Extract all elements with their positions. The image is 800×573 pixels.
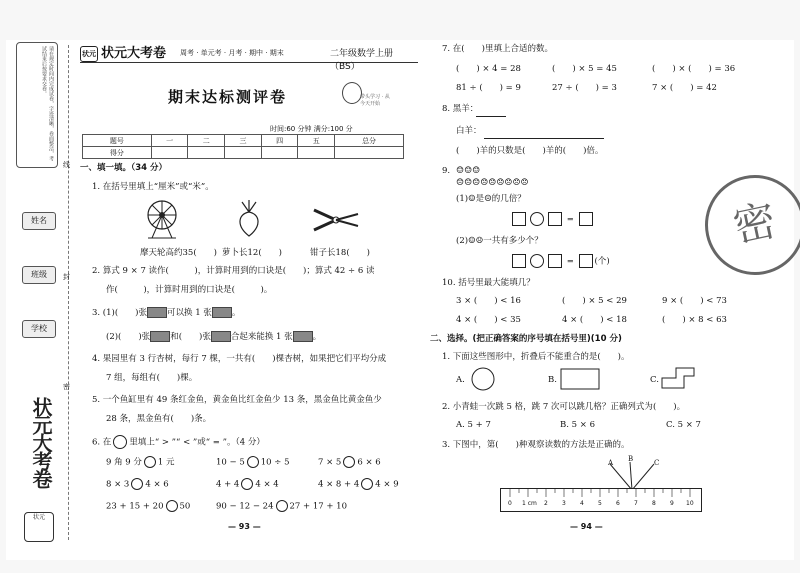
answer-box[interactable] bbox=[579, 254, 593, 268]
choice-3: 3. 下图中，第( )种观察读数的方法是正确的。 bbox=[442, 440, 630, 450]
score-header-cell: 一 bbox=[151, 135, 188, 147]
q10-item: ( ) × 8 < 63 bbox=[662, 315, 727, 325]
ruler-letter-c: C bbox=[654, 459, 660, 467]
question-10: 10. 括号里最大能填几？ bbox=[442, 278, 535, 288]
q3-text: (2)( )张 bbox=[106, 332, 151, 342]
binding-line bbox=[68, 45, 69, 540]
question-2-line2: 作( )，计算时用到的口诀是( )。 bbox=[106, 285, 273, 295]
choice-1: 1. 下面这些图形中，折叠后不能重合的是( )。 bbox=[442, 352, 630, 362]
ruler-number: 2 bbox=[544, 500, 548, 507]
q9-part2: (2)☺☹一共有多少个？ bbox=[456, 236, 543, 246]
compare-right: 4 × 6 bbox=[145, 479, 169, 490]
score-cell[interactable] bbox=[261, 147, 298, 159]
score-header-row bbox=[83, 135, 404, 147]
compare-blank[interactable] bbox=[166, 500, 178, 512]
name-box: 姓名 bbox=[22, 212, 56, 230]
choice-2: 2. 小青蛙一次跳 5 格，跳 7 次可以跳几格？正确列式为( )。 bbox=[442, 402, 686, 412]
ruler-number: 7 bbox=[634, 500, 638, 507]
ruler-number: 8 bbox=[652, 500, 656, 507]
q3-text: 合起来能换 1 张 bbox=[230, 332, 293, 342]
q3-text: 。 bbox=[231, 308, 241, 318]
q3-text: 3. (1)( )张 bbox=[92, 308, 147, 318]
page-number-right: — 94 — bbox=[570, 522, 603, 531]
compare-blank[interactable] bbox=[144, 456, 156, 468]
section-2-title: 二、选择。(把正确答案的序号填在括号里)(10 分) bbox=[430, 334, 622, 344]
compare-right: 10 ÷ 5 bbox=[260, 457, 290, 468]
question-4-line2: 7 组，每组有( )棵。 bbox=[106, 373, 198, 383]
compare-right: 27 + 17 + 10 bbox=[289, 501, 347, 512]
score-header-cell: 题号 bbox=[83, 135, 152, 147]
operator-circle[interactable] bbox=[530, 212, 544, 226]
answer-box[interactable] bbox=[512, 212, 526, 226]
answer-box[interactable] bbox=[548, 254, 562, 268]
circle-shape-icon bbox=[470, 366, 496, 392]
ferris-wheel-icon bbox=[142, 198, 182, 240]
ruler-number: 3 bbox=[562, 500, 566, 507]
score-cell[interactable] bbox=[225, 147, 262, 159]
page-number-left: — 93 — bbox=[228, 522, 261, 531]
stamp-text: 带头学习 · 从今天开始 bbox=[360, 94, 390, 107]
irregular-shape-icon bbox=[660, 366, 696, 390]
q8-answer-line: ( )羊的只数是( )羊的( )倍。 bbox=[456, 146, 604, 156]
q6-row bbox=[216, 478, 279, 491]
q1-item-radish: 萝卜长12( ) bbox=[222, 248, 282, 258]
ruler-number: 10 bbox=[686, 500, 694, 507]
ruler-number: 9 bbox=[670, 500, 674, 507]
compare-blank[interactable] bbox=[276, 500, 288, 512]
q7-item: ( ) × ( ) = 36 bbox=[652, 64, 736, 74]
q6-text: 6. 在 bbox=[92, 437, 112, 448]
compare-right: 4 × 9 bbox=[375, 479, 399, 490]
score-table bbox=[82, 134, 404, 159]
pliers-icon bbox=[310, 204, 362, 236]
q10-item: 4 × ( ) < 35 bbox=[456, 315, 521, 325]
paper-title: 期末达标测评卷 bbox=[168, 88, 288, 106]
answer-box[interactable] bbox=[579, 212, 593, 226]
q1-item-pliers: 钳子长18( ) bbox=[310, 248, 370, 258]
ruler-number: 6 bbox=[616, 500, 620, 507]
compare-blank[interactable] bbox=[241, 478, 253, 490]
question-1: 1. 在括号里填上“厘米”或“米”。 bbox=[92, 182, 214, 192]
frowny-icons: ☹☹☹☹☹☹☹☹☹ bbox=[456, 178, 529, 188]
q7-item: 81 ÷ ( ) = 9 bbox=[456, 83, 521, 93]
banknote-icon bbox=[293, 331, 313, 342]
compare-left: 8 × 3 bbox=[106, 479, 130, 490]
q6-row bbox=[106, 478, 169, 491]
compare-blank[interactable] bbox=[361, 478, 373, 490]
compare-left: 4 × 8 + 4 bbox=[318, 479, 360, 490]
exam-types: 周考 · 单元考 · 月考 · 期中 · 期末 bbox=[180, 49, 284, 57]
compare-right: 6 × 6 bbox=[357, 457, 381, 468]
question-7: 7. 在( )里填上合适的数。 bbox=[442, 44, 553, 54]
page-header bbox=[80, 42, 418, 72]
q8-white-label: 白羊： bbox=[456, 126, 482, 136]
q10-item: ( ) × 5 < 29 bbox=[562, 296, 627, 306]
compare-right: 4 × 4 bbox=[255, 479, 279, 490]
q10-item: 4 × ( ) < 18 bbox=[562, 315, 627, 325]
q6-row bbox=[106, 456, 175, 469]
question-5-line1: 5. 一个鱼缸里有 49 条红金鱼，黄金鱼比红金鱼少 13 条，黑金鱼比黄金鱼少 bbox=[92, 395, 382, 405]
school-box: 学校 bbox=[22, 320, 56, 338]
brand-name: 状元大考卷 bbox=[101, 46, 167, 61]
binding-strip bbox=[14, 42, 62, 542]
score-header-cell: 三 bbox=[225, 135, 262, 147]
score-cell[interactable] bbox=[335, 147, 404, 159]
mascot-icon bbox=[342, 82, 362, 104]
q9-equation-1: = bbox=[510, 212, 595, 226]
secret-watermark: 密 bbox=[696, 166, 800, 285]
compare-blank[interactable] bbox=[131, 478, 143, 490]
q9-equation-2: = (个) bbox=[510, 254, 610, 268]
compare-left: 9 角 9 分 bbox=[106, 457, 142, 468]
score-value-row bbox=[83, 147, 404, 159]
score-cell[interactable] bbox=[188, 147, 225, 159]
choice-2-opt-c: C. 5 × 7 bbox=[666, 420, 701, 430]
score-cell[interactable] bbox=[151, 147, 188, 159]
q6-row bbox=[216, 500, 347, 513]
choice-1-opt-b: B. bbox=[548, 375, 557, 385]
radish-icon bbox=[232, 200, 266, 238]
compare-left: 4 + 4 bbox=[216, 479, 240, 490]
choice-2-opt-a: A. 5 + 7 bbox=[456, 420, 491, 430]
q6-row bbox=[106, 500, 190, 513]
score-row-label: 得分 bbox=[83, 147, 152, 159]
score-header-cell: 四 bbox=[261, 135, 298, 147]
choice-1-opt-c: C. bbox=[650, 375, 659, 385]
smiley-icons: ☺☺☺ bbox=[456, 166, 481, 176]
q1-item-ferris: 摩天轮高约35( ) bbox=[140, 248, 217, 258]
choice-1-opt-a: A. bbox=[456, 375, 465, 385]
grade-label: 二年级数学上册（BS） bbox=[330, 49, 394, 72]
compare-blank[interactable] bbox=[247, 456, 259, 468]
rectangle-shape-icon bbox=[560, 368, 600, 390]
question-2-line1: 2. 算式 9 × 7 读作( )，计算时用到的口诀是( )；算式 42 ÷ 6 读 bbox=[92, 266, 375, 276]
ruler-letter-b: B bbox=[628, 455, 634, 463]
q3-text: 。 bbox=[312, 332, 322, 342]
compare-left: 7 × 5 bbox=[318, 457, 342, 468]
binding-label-secret: 密 bbox=[63, 383, 70, 391]
q6-row bbox=[216, 456, 290, 469]
compare-left: 90 − 12 − 24 bbox=[216, 501, 274, 512]
brand bbox=[80, 42, 166, 62]
q6-row bbox=[318, 478, 399, 491]
question-4-line1: 4. 果园里有 3 行杏树，每行 7 棵，一共有( )棵杏树，如果把它们平均分成 bbox=[92, 354, 387, 364]
q7-item: ( ) × 5 = 45 bbox=[552, 64, 617, 74]
ruler-number: 1 cm bbox=[522, 500, 537, 507]
score-header-cell: 二 bbox=[188, 135, 225, 147]
ruler-number: 4 bbox=[580, 500, 584, 507]
question-3-part1 bbox=[92, 307, 240, 319]
question-3-part2 bbox=[106, 331, 321, 343]
score-cell[interactable] bbox=[298, 147, 335, 159]
black-sheep-bar bbox=[476, 112, 506, 117]
compare-left: 10 − 5 bbox=[216, 457, 245, 468]
banknote-icon bbox=[212, 307, 232, 318]
q10-item: 9 × ( ) < 73 bbox=[662, 296, 727, 306]
binding-label-seal: 封 bbox=[63, 273, 70, 281]
q3-text: 可以换 1 张 bbox=[167, 308, 212, 318]
banknote-icon bbox=[150, 331, 170, 342]
q10-item: 3 × ( ) < 16 bbox=[456, 296, 521, 306]
compare-circle-icon bbox=[113, 435, 127, 449]
q7-item: ( ) × 4 = 28 bbox=[456, 64, 521, 74]
compare-right: 50 bbox=[179, 501, 191, 512]
choice-2-opt-b: B. 5 × 6 bbox=[560, 420, 595, 430]
compare-blank[interactable] bbox=[343, 456, 355, 468]
q9-unit: (个) bbox=[594, 256, 610, 267]
question-6 bbox=[92, 435, 265, 449]
compare-right: 1 元 bbox=[157, 457, 175, 468]
q3-text: 和( )张 bbox=[170, 332, 211, 342]
answer-box[interactable] bbox=[512, 254, 526, 268]
class-box: 班级 bbox=[22, 266, 56, 284]
question-5-line2: 28 条，黑金鱼有( )条。 bbox=[106, 414, 212, 424]
strip-small-logo: 状元 bbox=[24, 512, 54, 542]
q6-text: 里填上“ > ”“ < ”或“ = ”。（4 分） bbox=[129, 437, 265, 448]
time-info: 时间:60 分钟 满分:100 分 bbox=[270, 125, 353, 133]
score-header-cell: 总分 bbox=[335, 135, 404, 147]
q9-part1: (1)☺是☹的几倍？ bbox=[456, 194, 526, 204]
banknote-icon bbox=[211, 331, 231, 342]
answer-box[interactable] bbox=[548, 212, 562, 226]
q7-item: 27 ÷ ( ) = 3 bbox=[552, 83, 617, 93]
ruler-number: 5 bbox=[598, 500, 602, 507]
q7-item: 7 × ( ) = 42 bbox=[652, 83, 717, 93]
ruler-number: 0 bbox=[508, 500, 512, 507]
score-header-cell: 五 bbox=[298, 135, 335, 147]
exam-notice: 请在规定时间内完成试卷，字迹清晰，卷面整洁，考试结束后按要求交卷。 bbox=[16, 42, 58, 168]
binding-label-line: 线 bbox=[63, 161, 70, 169]
banknote-icon bbox=[147, 307, 167, 318]
brand-icon: 状元 bbox=[80, 46, 98, 62]
compare-left: 23 + 15 + 20 bbox=[106, 501, 164, 512]
question-8: 8. 黑羊： bbox=[442, 104, 479, 114]
q6-row bbox=[318, 456, 381, 469]
mascot-stamp bbox=[338, 80, 394, 124]
white-sheep-bar bbox=[484, 134, 604, 139]
operator-circle[interactable] bbox=[530, 254, 544, 268]
section-1-title: 一、填一填。（34 分） bbox=[80, 163, 168, 173]
ruler-ticks bbox=[500, 488, 700, 500]
ruler-letter-a: A bbox=[608, 459, 614, 467]
question-9: 9. bbox=[442, 166, 451, 176]
strip-logo: 状元大考卷 bbox=[29, 397, 53, 487]
